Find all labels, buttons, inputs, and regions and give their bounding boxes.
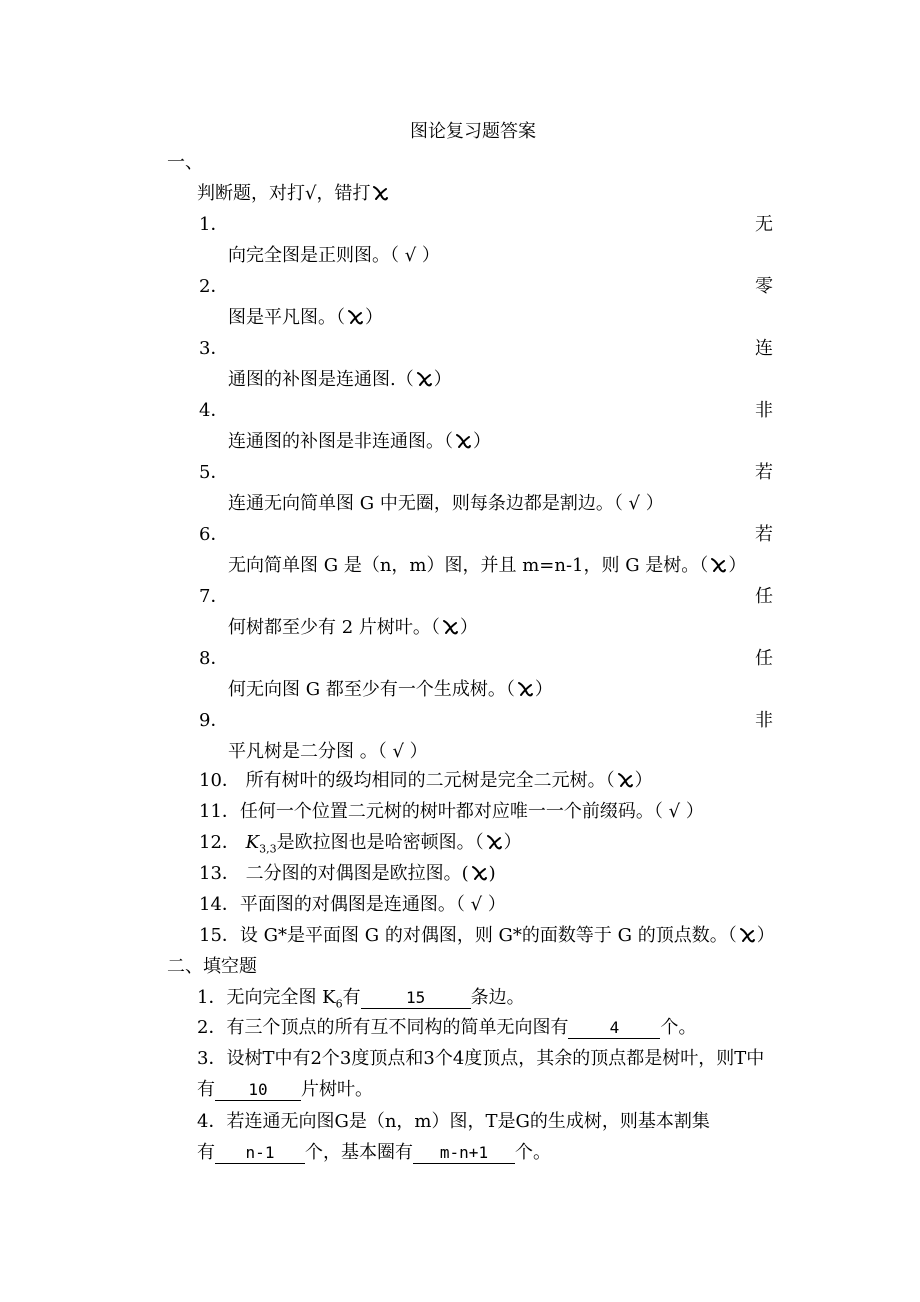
item-wrap-char: 非	[755, 400, 773, 421]
q1-sub: 6	[335, 997, 343, 1011]
judgement-item	[199, 769, 653, 793]
check-mark: √	[386, 741, 410, 762]
cross-mark-icon	[615, 770, 635, 790]
judgement-item	[228, 554, 746, 578]
cross-mark-icon	[370, 183, 390, 203]
q4-mid: 个，基本圈有	[305, 1142, 413, 1163]
item-number: 10．	[199, 770, 240, 791]
item-text: 何树都至少有 2 片树叶。（	[228, 617, 440, 638]
k-subscript: 3,3	[259, 842, 277, 856]
item-close: ）	[421, 245, 440, 266]
item-number: 12．	[199, 832, 240, 853]
section2-heading: 二、填空题	[167, 956, 257, 977]
cross-mark-icon	[440, 617, 460, 637]
judgement-item	[228, 492, 664, 516]
item-wrap-char: 若	[755, 524, 773, 545]
cross-mark-icon	[345, 307, 365, 327]
item-text: 设 G*是平面图 G 的对偶图，则 G*的面数等于 G 的顶点数。（	[239, 925, 737, 946]
item-text: 平面图的对偶图是连通图。（	[239, 894, 465, 915]
item-number: 4．	[199, 400, 229, 421]
judgement-item	[228, 678, 553, 702]
item-number: 6．	[199, 524, 229, 545]
fill-q3-line2	[197, 1078, 373, 1102]
item-text: 无向简单图 G 是（n，m）图，并且 m=n-1，则 G 是树。（	[228, 555, 709, 576]
q4-answer1: n-1	[215, 1143, 305, 1164]
judgement-item	[228, 430, 491, 454]
section1-subheading	[197, 182, 390, 206]
item-number: 1．	[199, 214, 229, 235]
item-close: )	[488, 863, 496, 884]
item-wrap-char: 无	[755, 214, 773, 235]
cross-mark-icon	[708, 555, 728, 575]
item-close: ）	[365, 307, 383, 328]
item-number: 13．	[199, 863, 240, 884]
item-text: 二分图的对偶图是欧拉图。(	[239, 863, 469, 884]
item-wrap-char: 连	[755, 338, 773, 359]
q2-pre: 2．有三个顶点的所有互不同构的简单无向图有	[197, 1017, 569, 1038]
item-number: 2．	[199, 276, 229, 297]
section1-heading: 一、	[167, 152, 203, 173]
judgement-item	[199, 893, 506, 917]
k-symbol: K	[245, 832, 260, 853]
q4-pre: 有	[197, 1142, 215, 1163]
item-close: ）	[459, 617, 478, 638]
judgement-item	[228, 740, 428, 764]
judgement-item	[228, 616, 478, 640]
item-text: 连通无向简单图 G 中无圈，则每条边都是割边。（	[228, 493, 623, 514]
q4-post: 个。	[515, 1142, 551, 1163]
fill-q4-line1: 4．若连通无向图G是（n，m）图，T是G的生成树，则基本割集	[197, 1111, 710, 1132]
item-close: ）	[685, 801, 704, 822]
item-close: ）	[756, 925, 775, 946]
cross-mark-icon	[414, 369, 434, 389]
item-number: 15．	[199, 925, 240, 946]
q1-answer: 15	[361, 988, 471, 1009]
item-wrap-char: 非	[755, 710, 773, 731]
check-mark: √	[399, 245, 422, 266]
judgement-item	[228, 306, 383, 330]
subheading-text: 判断题，对打√，错打	[197, 183, 371, 204]
item-number: 14．	[199, 894, 240, 915]
item-close: ）	[634, 770, 653, 791]
fill-q3-line1: 3．设树T中有2个3度顶点和3个4度顶点，其余的顶点都是树叶，则T中	[197, 1048, 765, 1069]
item-number: 5．	[199, 462, 229, 483]
judgement-item	[199, 924, 775, 948]
item-close: ）	[534, 679, 553, 700]
cross-mark-icon	[469, 863, 489, 883]
judgement-item	[228, 368, 452, 392]
item-text: 是欧拉图也是哈密顿图。（	[276, 832, 484, 853]
item-text: 所有树叶的级均相同的二元树是完全二元树。（	[239, 770, 615, 791]
judgement-item	[199, 862, 496, 886]
fill-q4-line2	[197, 1141, 551, 1165]
item-text: 何无向图 G 都至少有一个生成树。（	[228, 679, 515, 700]
judgement-item	[199, 831, 522, 862]
item-wrap-char: 任	[755, 648, 773, 669]
item-number: 7．	[199, 586, 229, 607]
item-close: ）	[503, 832, 522, 853]
cross-mark-icon	[453, 431, 473, 451]
item-close: ）	[409, 741, 428, 762]
item-number: 3．	[199, 338, 229, 359]
cross-mark-icon	[484, 832, 504, 852]
cross-mark-icon	[737, 925, 757, 945]
check-mark: √	[464, 894, 488, 915]
item-text: 通图的补图是连通图.（	[228, 369, 414, 390]
q2-answer: 4	[568, 1018, 660, 1039]
item-text: 图是平凡图。（	[228, 307, 345, 328]
q1-mid: 有	[342, 987, 361, 1008]
judgement-item	[228, 244, 440, 268]
q2-post: 个。	[660, 1017, 697, 1038]
item-wrap-char: 若	[755, 462, 773, 483]
fill-q1	[197, 986, 525, 1017]
q3-pre: 有	[197, 1079, 215, 1100]
item-text: 平凡树是二分图 。（	[228, 741, 387, 762]
item-close: ）	[473, 431, 491, 452]
q3-post: 片树叶。	[301, 1079, 373, 1100]
check-mark: √	[622, 493, 646, 514]
item-number: 8．	[199, 648, 229, 669]
q1-post: 条边。	[470, 987, 525, 1008]
item-number: 11．	[199, 801, 240, 822]
item-wrap-char: 任	[755, 586, 773, 607]
item-number: 9．	[199, 710, 229, 731]
item-wrap-char: 零	[755, 276, 773, 297]
fill-q2	[197, 1016, 696, 1040]
item-close: ）	[728, 555, 747, 576]
judgement-item	[199, 800, 704, 824]
item-text: 向完全图是正则图。（	[228, 245, 399, 266]
q3-answer: 10	[215, 1080, 301, 1101]
item-text: 任何一个位置二元树的树叶都对应唯一一个前缀码。（	[239, 801, 663, 822]
page-title: 图论复习题答案	[410, 121, 536, 142]
item-close: ）	[433, 369, 452, 390]
item-close: ）	[645, 493, 664, 514]
cross-mark-icon	[515, 679, 535, 699]
q4-answer2: m-n+1	[413, 1143, 515, 1164]
check-mark: √	[662, 801, 686, 822]
q1-pre: 1．无向完全图 K	[197, 987, 336, 1008]
item-text: 连通图的补图是非连通图。（	[228, 431, 453, 452]
item-close: ）	[487, 894, 506, 915]
